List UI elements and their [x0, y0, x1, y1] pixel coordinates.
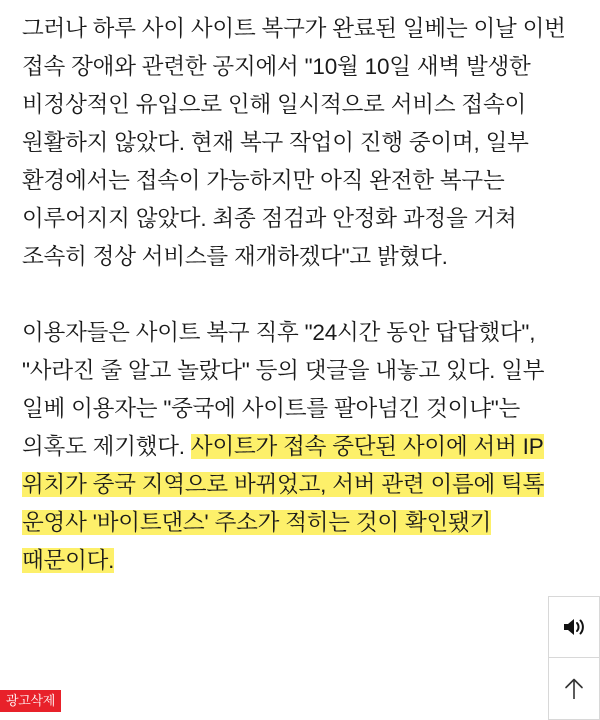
paragraph-1-text: 그러나 하루 사이 사이트 복구가 완료된 일베는 이날 이번 접속 장애와 관련한 공지에서 "10월 10일 새벽 발생한 비정상적인 유입으로 인해 일시적으로 서비스 접속이 원활하지 않았다. 현재 복구 작업이 진행 중이며, 일부 환경에서는 접속이 가능하지만 아직 완전한 복구는 이루어지지 않았다. 최종 점검과 안정화 과정을 거쳐 조속히 정상 서비스를 재개하겠다"고 밝혔다. [22, 16, 566, 269]
speaker-icon [561, 615, 587, 639]
paragraph-2-text-plain: 이용자들은 사이트 복구 직후 "24시간 동안 답답했다", "사라진 줄 알고 놀랐다" 등의 댓글을 내놓고 있다. 일부 일베 이용자는 "중국에 사이트를 팔아넘긴 것이냐"는 의혹도 제기했다. [22, 320, 545, 459]
article-paragraph-2 [22, 314, 578, 580]
volume-button[interactable] [548, 596, 600, 658]
floating-side-controls [548, 596, 600, 720]
arrow-up-icon [561, 675, 587, 703]
scroll-to-top-button[interactable] [548, 658, 600, 720]
article-body [22, 10, 578, 580]
paragraph-2-text-highlighted: 사이트가 접속 중단된 사이에 서버 IP 위치가 중국 지역으로 바뀌었고, 서버 관련 이름에 틱톡 운영사 '바이트댄스' 주소가 적히는 것이 확인됐기 때문이다. [22, 434, 545, 573]
page-edge-line [0, 0, 3, 720]
ad-remove-badge[interactable]: 광고삭제 [0, 690, 61, 712]
article-paragraph-1 [22, 10, 578, 276]
